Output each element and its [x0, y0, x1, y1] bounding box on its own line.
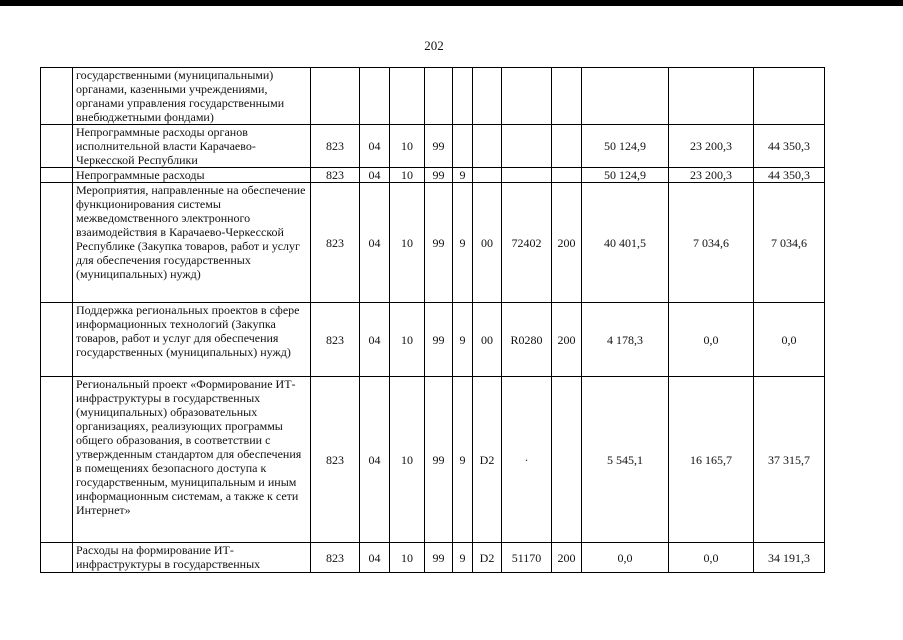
amount-year1-cell: [582, 68, 669, 125]
direction-code-cell: R0280: [502, 303, 552, 377]
amount-year3-cell: 0,0: [754, 303, 825, 377]
program-code-cell: 99: [425, 303, 453, 377]
expense-name-cell: Расходы на формирование ИТ-инфраструктуры в государственных: [73, 543, 311, 573]
expense-type-code-cell: [552, 68, 582, 125]
subsection-code-cell: 10: [390, 543, 425, 573]
direction-code-cell: [502, 68, 552, 125]
direction-code-cell: [502, 125, 552, 168]
amount-year1-cell: 40 401,5: [582, 183, 669, 303]
budget-table: [40, 67, 825, 573]
top-border-bar: [0, 0, 903, 6]
subsection-code-cell: 10: [390, 303, 425, 377]
row-index-cell: [41, 303, 73, 377]
row-index-cell: [41, 183, 73, 303]
amount-year3-cell: 37 315,7: [754, 377, 825, 543]
expense-type-code-cell: [552, 125, 582, 168]
expense-type-code-cell: 200: [552, 183, 582, 303]
section-code-cell: [360, 68, 390, 125]
amount-year2-cell: 0,0: [669, 543, 754, 573]
expense-type-code-cell: 200: [552, 543, 582, 573]
table-row: [41, 543, 825, 573]
subsection-code-cell: 10: [390, 168, 425, 183]
table-row: [41, 68, 825, 125]
main-event-code-cell: D2: [473, 377, 502, 543]
ved-code-cell: 823: [311, 377, 360, 543]
program-code-cell: 99: [425, 168, 453, 183]
main-event-code-cell: 00: [473, 303, 502, 377]
direction-code-cell: ·: [502, 377, 552, 543]
row-index-cell: [41, 377, 73, 543]
main-event-code-cell: [473, 68, 502, 125]
amount-year2-cell: 23 200,3: [669, 125, 754, 168]
subprogram-code-cell: 9: [453, 377, 473, 543]
ved-code-cell: 823: [311, 168, 360, 183]
subprogram-code-cell: 9: [453, 543, 473, 573]
program-code-cell: 99: [425, 125, 453, 168]
section-code-cell: 04: [360, 125, 390, 168]
program-code-cell: 99: [425, 183, 453, 303]
ved-code-cell: 823: [311, 543, 360, 573]
amount-year2-cell: 0,0: [669, 303, 754, 377]
subsection-code-cell: 10: [390, 377, 425, 543]
amount-year1-cell: 50 124,9: [582, 125, 669, 168]
amount-year1-cell: 5 545,1: [582, 377, 669, 543]
expense-name-cell: государственными (муниципальными) органами, казенными учреждениями, органами управления государственными внебюджетными фондами): [73, 68, 311, 125]
amount-year3-cell: 34 191,3: [754, 543, 825, 573]
amount-year2-cell: 16 165,7: [669, 377, 754, 543]
program-code-cell: [425, 68, 453, 125]
table-row: [41, 125, 825, 168]
direction-code-cell: 51170: [502, 543, 552, 573]
expense-name-cell: Региональный проект «Формирование ИТ-инфраструктуры в государственных (муниципальных) образовательных организациях, реализующих программы общего образования, в соответствии с утвержденным стандартом для обеспечения в помещениях безопасного доступа к государственным, муниципальным и иным информационным системам, а также к сети Интернет»: [73, 377, 311, 543]
subprogram-code-cell: [453, 68, 473, 125]
expense-type-code-cell: 200: [552, 303, 582, 377]
amount-year3-cell: 7 034,6: [754, 183, 825, 303]
row-index-cell: [41, 68, 73, 125]
main-event-code-cell: [473, 125, 502, 168]
table-row: [41, 168, 825, 183]
amount-year1-cell: 4 178,3: [582, 303, 669, 377]
section-code-cell: 04: [360, 183, 390, 303]
amount-year2-cell: [669, 68, 754, 125]
table-row: [41, 303, 825, 377]
amount-year3-cell: 44 350,3: [754, 125, 825, 168]
row-index-cell: [41, 125, 73, 168]
program-code-cell: 99: [425, 543, 453, 573]
amount-year2-cell: 23 200,3: [669, 168, 754, 183]
section-code-cell: 04: [360, 303, 390, 377]
subsection-code-cell: 10: [390, 125, 425, 168]
ved-code-cell: 823: [311, 183, 360, 303]
subsection-code-cell: [390, 68, 425, 125]
row-index-cell: [41, 168, 73, 183]
expense-name-cell: Непрограммные расходы: [73, 168, 311, 183]
subprogram-code-cell: 9: [453, 168, 473, 183]
amount-year3-cell: [754, 68, 825, 125]
table-row: [41, 377, 825, 543]
expense-name-cell: Мероприятия, направленные на обеспечение функционирования системы межведомственного электронного взаимодействия в Карачаево-Черкесской Республике (Закупка товаров, работ и услуг для обеспечения государственных (муниципальных) нужд): [73, 183, 311, 303]
amount-year1-cell: 0,0: [582, 543, 669, 573]
direction-code-cell: 72402: [502, 183, 552, 303]
section-code-cell: 04: [360, 377, 390, 543]
expense-name-cell: Поддержка региональных проектов в сфере информационных технологий (Закупка товаров, работ и услуг для обеспечения государственных (муниципальных) нужд): [73, 303, 311, 377]
expense-name-cell: Непрограммные расходы органов исполнительной власти Карачаево-Черкесской Республики: [73, 125, 311, 168]
ved-code-cell: 823: [311, 125, 360, 168]
amount-year2-cell: 7 034,6: [669, 183, 754, 303]
expense-type-code-cell: [552, 168, 582, 183]
amount-year3-cell: 44 350,3: [754, 168, 825, 183]
page-number: 202: [424, 38, 444, 53]
subsection-code-cell: 10: [390, 183, 425, 303]
subprogram-code-cell: 9: [453, 183, 473, 303]
expense-type-code-cell: [552, 377, 582, 543]
ved-code-cell: 823: [311, 303, 360, 377]
section-code-cell: 04: [360, 543, 390, 573]
main-event-code-cell: 00: [473, 183, 502, 303]
row-index-cell: [41, 543, 73, 573]
table-row: [41, 183, 825, 303]
subprogram-code-cell: [453, 125, 473, 168]
section-code-cell: 04: [360, 168, 390, 183]
main-event-code-cell: [473, 168, 502, 183]
direction-code-cell: [502, 168, 552, 183]
ved-code-cell: [311, 68, 360, 125]
amount-year1-cell: 50 124,9: [582, 168, 669, 183]
subprogram-code-cell: 9: [453, 303, 473, 377]
program-code-cell: 99: [425, 377, 453, 543]
main-event-code-cell: D2: [473, 543, 502, 573]
